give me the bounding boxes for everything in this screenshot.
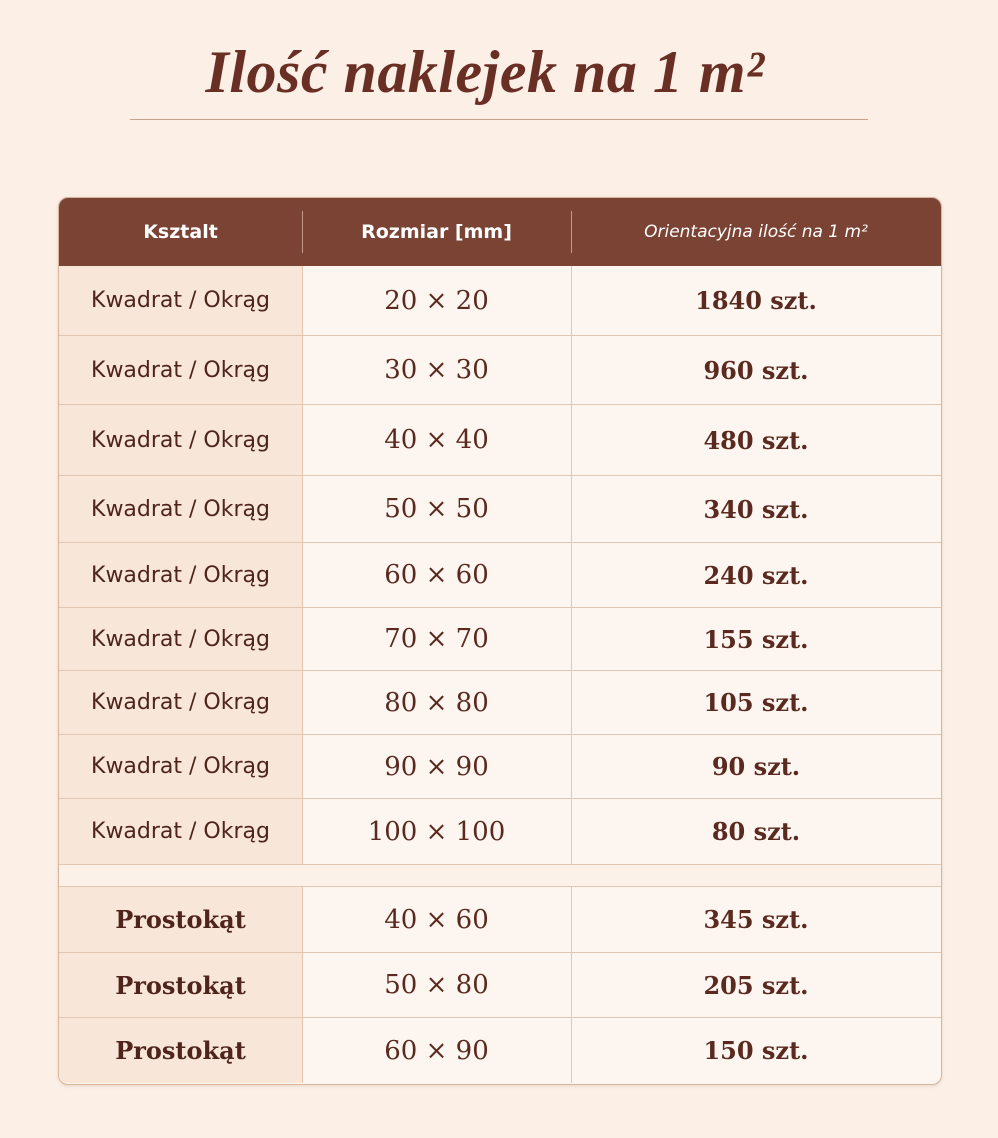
- table-row: [59, 735, 941, 799]
- quantity-cell: 240 szt.: [703, 560, 809, 590]
- size-cell: 80 × 80: [302, 671, 572, 734]
- size-cell: 40 × 40: [302, 405, 572, 475]
- shape-cell: Kwadrat / Okrąg: [59, 476, 303, 542]
- section-gap: [59, 865, 941, 887]
- quantity-cell: 960 szt.: [703, 355, 809, 385]
- table-row: [59, 953, 941, 1018]
- header-shape: Ksztalt: [143, 221, 218, 243]
- table-row: [59, 336, 941, 405]
- quantity-cell: 340 szt.: [703, 494, 809, 524]
- size-cell: 60 × 60: [302, 543, 572, 607]
- shape-cell: Prostokąt: [59, 887, 303, 952]
- shape-cell: Kwadrat / Okrąg: [59, 336, 303, 404]
- size-cell: 40 × 60: [302, 887, 572, 952]
- stickers-table: [58, 197, 942, 1085]
- shape-cell: Prostokąt: [59, 1018, 303, 1083]
- shape-cell: Kwadrat / Okrąg: [59, 671, 303, 734]
- shape-cell: Kwadrat / Okrąg: [59, 405, 303, 475]
- table-row: [59, 266, 941, 336]
- quantity-cell: 480 szt.: [703, 425, 809, 455]
- table-row: [59, 1018, 941, 1083]
- shape-cell: Kwadrat / Okrąg: [59, 266, 303, 335]
- quantity-cell: 90 szt.: [711, 752, 801, 781]
- shape-cell: Kwadrat / Okrąg: [59, 735, 303, 798]
- size-cell: 100 × 100: [302, 799, 572, 864]
- table-row: [59, 405, 941, 476]
- size-cell: 90 × 90: [302, 735, 572, 798]
- quantity-cell: 345 szt.: [703, 905, 809, 934]
- size-cell: 50 × 50: [302, 476, 572, 542]
- table-row: [59, 671, 941, 735]
- table-row: [59, 799, 941, 865]
- quantity-cell: 80 szt.: [711, 817, 801, 846]
- quantity-cell: 155 szt.: [703, 624, 809, 654]
- table-row: [59, 608, 941, 671]
- quantity-cell: 105 szt.: [703, 688, 809, 717]
- table-row: [59, 887, 941, 953]
- shape-cell: Kwadrat / Okrąg: [59, 608, 303, 670]
- shape-cell: Kwadrat / Okrąg: [59, 799, 303, 864]
- table-header: [59, 198, 941, 266]
- quantity-cell: 1840 szt.: [695, 286, 817, 315]
- size-cell: 50 × 80: [302, 953, 572, 1017]
- table-row: [59, 543, 941, 608]
- size-cell: 70 × 70: [302, 608, 572, 670]
- quantity-cell: 150 szt.: [703, 1036, 809, 1065]
- size-cell: 60 × 90: [302, 1018, 572, 1083]
- size-cell: 20 × 20: [302, 266, 572, 335]
- page-title: Ilość naklejek na 1 m²: [205, 39, 765, 105]
- shape-cell: Kwadrat / Okrąg: [59, 543, 303, 607]
- size-cell: 30 × 30: [302, 336, 572, 404]
- header-size: Rozmiar [mm]: [361, 221, 512, 243]
- quantity-cell: 205 szt.: [703, 970, 809, 1000]
- title-divider: [130, 119, 868, 120]
- header-quantity: Orientacyjna ilość na 1 m²: [644, 222, 868, 242]
- table-row: [59, 476, 941, 543]
- shape-cell: Prostokąt: [59, 953, 303, 1017]
